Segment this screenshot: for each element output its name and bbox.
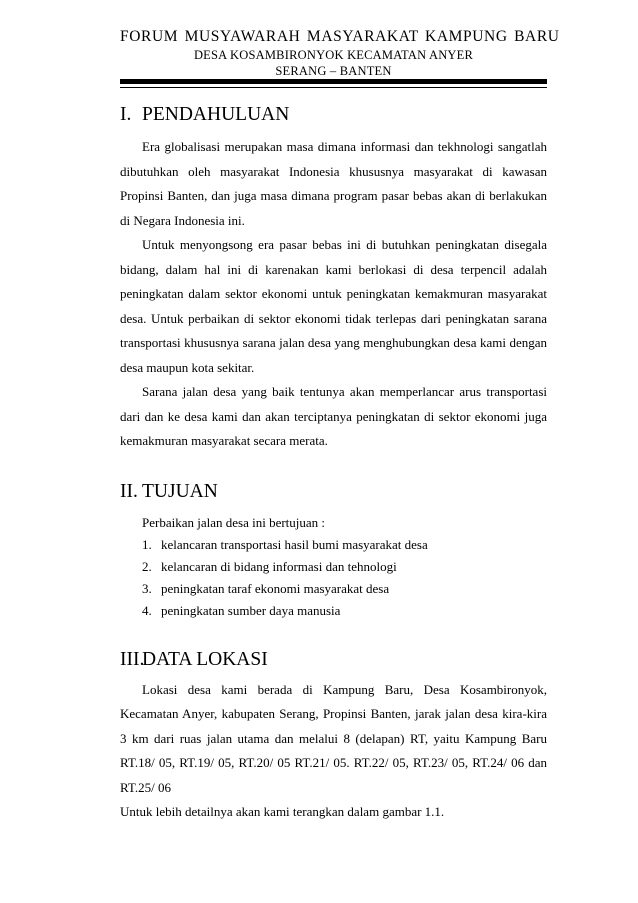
paragraph: Sarana jalan desa yang baik tentunya akan memperlancar arus transportasi dari dan ke desa kami dan akan terciptanya peningkatan di sektor ekonomi juga kemakmuran masyarakat secara merata. — [120, 384, 547, 448]
section-title-pendahuluan: I. PENDAHULUAN — [120, 104, 290, 125]
list-item: 4. peningkatan sumber daya manusia — [142, 602, 341, 618]
letterhead-rule-thick — [120, 79, 547, 84]
paragraph: Lokasi desa kami berada di Kampung Baru, Desa Kosambironyok, Kecamatan Anyer, kabupaten Serang, Propinsi Banten, jarak jalan desa kira-kira 3 km dari ruas jalan utama dan melalui 8 (delapan) RT, yaitu Kampung Baru RT.18/ 05, RT.19/ 05, RT.20/ 05 RT.21/ 05. RT.22/ 05, RT.23/ 05, RT.24/ 06 dan RT.25/ 06 — [120, 681, 547, 795]
section-title-data-lokasi: III.DATA LOKASI — [120, 648, 268, 670]
list-item: 1. kelancaran transportasi hasil bumi masyarakat desa — [142, 536, 428, 552]
letterhead-line-2: DESA KOSAMBIRONYOK KECAMATAN ANYER — [193, 48, 474, 62]
section-title-tujuan: II. TUJUAN — [120, 480, 218, 502]
list-item: 2. kelancaran di bidang informasi dan tehnologi — [142, 558, 397, 574]
letterhead — [120, 27, 560, 79]
section-pendahuluan — [120, 135, 547, 454]
tujuan-intro: Perbaikan jalan desa ini bertujuan : — [142, 514, 326, 530]
letterhead-line-3: SERANG – BANTEN — [275, 64, 392, 78]
document-body — [120, 105, 547, 825]
organization-name: FORUM MUSYAWARAH MASYARAKAT KAMPUNG BARU — [120, 28, 560, 45]
section-data-lokasi — [120, 678, 547, 825]
paragraph: Era globalisasi merupakan masa dimana informasi dan tekhnologi sangatlah dibutuhkan oleh masyarakat Indonesia khususnya masyarakat di kawasan Propinsi Banten, dan juga masa dimana program pasar bebas akan di berlakukan di Negara Indonesia ini. — [120, 139, 547, 228]
list-item: 3. peningkatan taraf ekonomi masyarakat desa — [142, 580, 390, 596]
paragraph: Untuk lebih detailnya akan kami terangkan dalam gambar 1.1. — [120, 804, 445, 819]
letterhead-rule-thin — [120, 87, 547, 88]
tujuan-list — [120, 534, 547, 622]
paragraph: Untuk menyongsong era pasar bebas ini di butuhkan peningkatan disegala bidang, dalam hal ini di karenakan kami berlokasi di desa terpencil adalah peningkatan dalam sektor ekonomi untuk peningkatan kemakmuran masyarakat desa. Untuk perbaikan di sektor ekonomi tidak terlepas dari peningkatan sarana transportasi khususnya sarana jalan desa yang menghubungkan desa kami dengan desa maupun kota sekitar. — [120, 237, 547, 375]
